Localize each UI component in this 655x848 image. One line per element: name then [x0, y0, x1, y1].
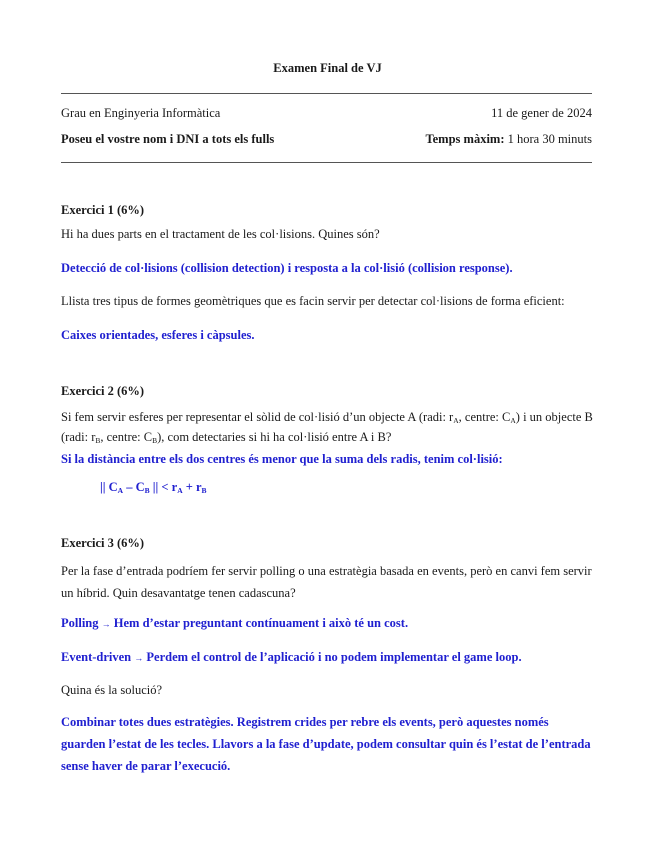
header-row-2: [61, 132, 592, 147]
polling-label: Polling: [61, 616, 99, 630]
event-driven-answer: [61, 646, 596, 669]
right-arrow-icon: →: [101, 619, 111, 629]
instruction-text: Poseu el vostre nom i DNI a tots els fulls: [61, 132, 275, 146]
exercise-2-question: Si fem servir esferes per representar el sòlid de col·lisió d’un objecte A (radi: $r_A$, centre: $C_A$) i un objecte B (radi: $r_B$, centre: $C_B$), com detectaries si hi ha col·lisió entre A i B?: [61, 410, 593, 445]
exercise-3-question-2: Quina és la solució?: [61, 683, 163, 697]
max-time: [425, 132, 592, 147]
degree-name: Grau en Enginyeria Informàtica: [61, 106, 221, 120]
polling-answer: [61, 612, 596, 635]
exercise-1-answer-2: Caixes orientades, esferes i càpsules.: [61, 328, 255, 342]
header-row-1: [61, 106, 592, 121]
header-top-rule: [61, 93, 592, 94]
header-bottom-rule: [61, 162, 592, 163]
exercise-1-question-1: Hi ha dues parts en el tractament de les col·lisions. Quines són?: [61, 227, 380, 241]
exercise-3-title: Exercici 3 (6%): [61, 536, 145, 550]
max-time-value: 1 hora 30 minuts: [504, 132, 592, 146]
exercise-2-title: Exercici 2 (6%): [61, 384, 145, 398]
exercise-1-question-2: Llista tres tipus de formes geomètriques que es facin servir per detectar col·lisions de forma eficient:: [61, 294, 565, 308]
exam-title: Examen Final de VJ: [273, 61, 382, 75]
polling-text: Hem d’estar preguntant contínuament i això té un cost.: [113, 616, 409, 630]
exercise-2-answer: Si la distància entre els dos centres és menor que la suma dels radis, tenim col·lisió:: [61, 452, 503, 466]
exercise-3-question-1: Per la fase d’entrada podríem fer servir polling o una estratègia basada en events, però en canvi fem servir un híbrid. Quin desavantatge tenen cadascuna?: [61, 564, 592, 600]
max-time-label: Temps màxim:: [425, 132, 505, 146]
event-driven-label: Event-driven: [61, 650, 132, 664]
exercise-1-answer-1: Detecció de col·lisions (collision detection) i resposta a la col·lisió (collision response).: [61, 261, 513, 275]
exercise-1-title: Exercici 1 (6%): [61, 203, 145, 217]
right-arrow-icon: →: [134, 653, 144, 663]
event-driven-text: Perdem el control de l’aplicació i no podem implementar el game loop.: [146, 650, 522, 664]
exercise-3-answer-2: Combinar totes dues estratègies. Registrem crides per rebre els events, però aquestes només guarden l’estat de les tecles. Llavors a la fase d’update, podem consultar quin és l’estat de l’entrada sense haver de parar l’execució.: [61, 715, 591, 773]
collision-formula: || $C_A - C_B$ || < $r_A + r_B$: [100, 480, 207, 495]
exam-date: 11 de gener de 2024: [491, 106, 592, 120]
